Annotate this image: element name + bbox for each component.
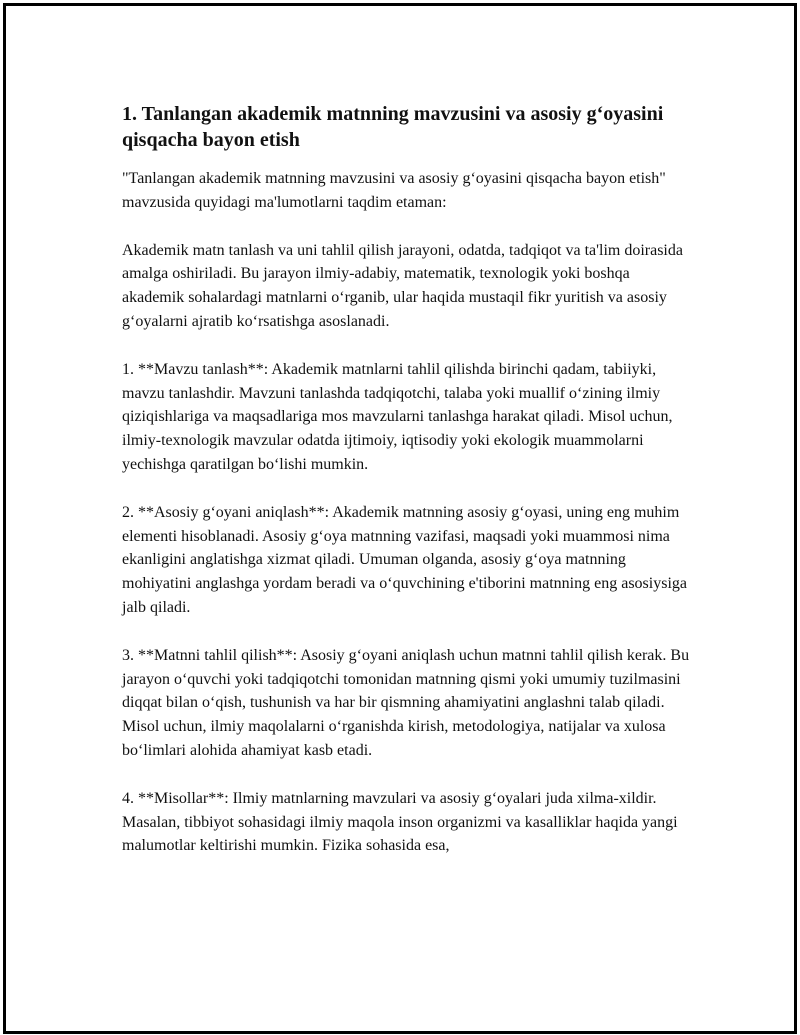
document-body [122, 101, 690, 882]
intro-paragraph: "Tanlangan akademik matnning mavzusini va asosiy g‘oyasini qisqacha bayon etish" mavzusida quyidagi ma'lumotlarni taqdim etaman: [122, 170, 666, 211]
overview-paragraph: Akademik matn tanlash va uni tahlil qilish jarayoni, odatda, tadqiqot va ta'lim doirasida amalga oshiriladi. Bu jarayon ilmiy-adabiy, matematik, texnologik yoki boshqa akademik sohalardagi matnlarni o‘rganib, ular haqida mustaqil fikr yuritish va asosiy g‘oyalarni ajratib ko‘rsatishga asoslanadi. [122, 241, 683, 330]
point-1-paragraph: 1. **Mavzu tanlash**: Akademik matnlarni tahlil qilishda birinchi qadam, tabiiyki, mavzu tanlashdir. Mavzuni tanlashda tadqiqotchi, talaba yoki muallif o‘zining ilmiy qiziqishlariga va maqsadlariga mos mavzularni tanlashga harakat qiladi. Misol uchun, ilmiy-texnologik mavzular odatda ijtimoiy, iqtisodiy yoki ekologik muammolarni yechishga qaratilgan bo‘lishi mumkin. [122, 360, 673, 473]
document-heading: 1. Tanlangan akademik matnning mavzusini va asosiy g‘oyasini qisqacha bayon etish [122, 103, 664, 151]
page-frame [3, 3, 797, 1034]
point-4-paragraph: 4. **Misollar**: Ilmiy matnlarning mavzulari va asosiy g‘oyalari juda xilma-xildir. Masalan, tibbiyot sohasidagi ilmiy maqola inson organizmi va kasalliklar haqida yangi malumotlar keltirishi mumkin. Fizika sohasida esa, [122, 789, 678, 855]
point-3-paragraph: 3. **Matnni tahlil qilish**: Asosiy g‘oyani aniqlash uchun matnni tahlil qilish kerak. Bu jarayon o‘quvchi yoki tadqiqotchi tomonidan matnning qismi yoki umumiy tuzilmasini diqqat bilan o‘qish, tushunish va har bir qismning ahamiyatini anglashni talab qiladi. Misol uchun, ilmiy maqolalarni o‘rganishda kirish, metodologiya, natijalar va xulosa bo‘limlari alohida ahamiyat kasb etadi. [122, 646, 690, 759]
point-2-paragraph: 2. **Asosiy g‘oyani aniqlash**: Akademik matnning asosiy g‘oyasi, uning eng muhim elementi hisoblanadi. Asosiy g‘oya matnning vazifasi, maqsadi yoki muammosi nima ekanligini anglatishga xizmat qiladi. Umuman olganda, asosiy g‘oya matnning mohiyatini anglashga yordam beradi va o‘quvchining e'tiborini matnning eng asosiysiga jalb qiladi. [122, 503, 687, 616]
